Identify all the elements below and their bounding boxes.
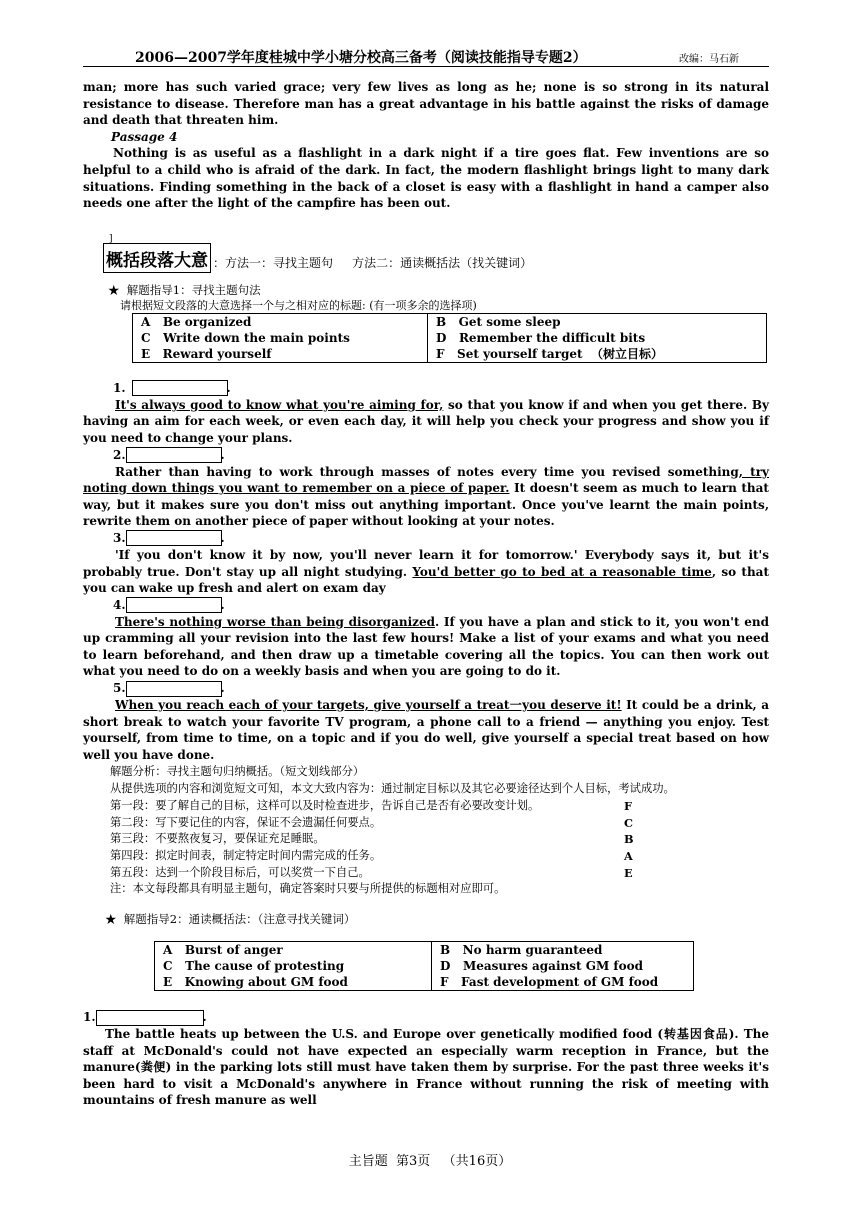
guide1-items — [83, 380, 769, 764]
guide2-option: B No harm guaranteed — [440, 943, 603, 958]
answer-box[interactable] — [132, 380, 228, 396]
passage-label: Passage 4 — [111, 129, 178, 144]
item-number: 3. — [113, 530, 126, 545]
answer-box[interactable] — [126, 597, 222, 613]
analysis-text: 第一段：要了解自己的目标，这样可以及时检查进步，告诉自己是否有必要改变计划。 — [110, 798, 540, 812]
guide1-row — [133, 313, 767, 330]
question-number-row — [113, 680, 769, 697]
analysis-text: 第二段：写下要记住的内容，保证不会遗漏任何要点。 — [110, 815, 382, 829]
analysis-summary: 从提供选项的内容和浏览短文可知，本文大致内容为：通过制定目标以及其它必要途径达到个人目标，考试成功。 — [110, 782, 675, 796]
header-title: 2006—2007学年度桂城中学小塘分校高三备考（阅读技能指导专题2） — [135, 50, 587, 66]
topic-sentence: , try noting down things you want to remember on a piece of paper. — [83, 464, 769, 496]
document-page — [83, 46, 769, 1109]
paragraph-text: Rather than having to work through masses of notes every time you revised something — [115, 464, 739, 479]
paragraph-1 — [83, 397, 769, 447]
analysis-line — [110, 798, 769, 815]
paragraph-3 — [83, 547, 769, 597]
topic-sentence: When you reach each of your targets, give yourself a treat一you deserve it! — [115, 698, 622, 713]
answer-key: E — [624, 865, 633, 880]
header-editor: 改编：马石新 — [679, 54, 739, 65]
guide1-row — [133, 346, 767, 363]
guide2-item-1-number — [83, 1009, 769, 1026]
page-footer: 主旨题 第3页 （共16页） — [348, 1154, 512, 1169]
guide2-row — [155, 942, 694, 959]
item-dot: . — [220, 530, 225, 545]
paragraph-text: so that you know if and when you get there. By having an aim for each week, or even each day, it will help you check your progress and show you if you need to change your plans. — [83, 397, 770, 445]
paragraph-text: 'If you don't know it by now, you'll never learn it for tomorrow.' Everybody says it, but it's probably true. Don't stay up all night studying. — [83, 547, 769, 579]
passage-text: Nothing is as useful as a flashlight in a dark night if a tire goes flat. Few inventions are so helpful to a child who is afraid of the dark. In fact, the modern flashlight brings light to many dark situations. Finding something in the back of a closet is easy with a flashlight in hand a camper also needs one after the light of the campfire has been out. — [83, 146, 769, 211]
analysis-line — [110, 848, 769, 865]
guide2-options-table — [154, 941, 694, 991]
guide2-option: F Fast development of GM food — [440, 975, 659, 990]
guide2-item-1-text: The battle heats up between the U.S. and Europe over genetically modified food (转基因食品). The staff at McDonald's could not have expected an especially warm reception in France, but the manure(粪便) in the parking lots still must have taken them by surprise. For the past three weeks it's been hard to visit a McDonald's anywhere in France without running the risk of meeting with mountains of fresh manure as well — [83, 1027, 769, 1108]
guide2-heading: ★ 解题指导2：通读概括法：（注意寻找关键词） — [105, 912, 356, 927]
guide2-option: D Measures against GM food — [440, 959, 643, 974]
item-number: 1. — [83, 1010, 96, 1025]
guide1-option: F Set yourself target （树立目标） — [436, 346, 663, 361]
guide1-option: C Write down the main points — [133, 330, 428, 346]
topic-sentence: You'd better go to bed at a reasonable time — [412, 564, 712, 579]
guide2-row — [155, 958, 694, 974]
page-header — [83, 46, 769, 67]
item-dot: . — [220, 447, 225, 462]
analysis-text: 第三段：不要熬夜复习，要保证充足睡眠。 — [110, 832, 325, 846]
guide1-option: D Remember the difficult bits — [436, 330, 646, 345]
guide1-option: E Reward yourself — [133, 346, 428, 363]
guide2-option: C The cause of protesting — [155, 958, 432, 974]
paragraph-text: , so that you can wake up fresh and alert on exam day — [83, 564, 769, 596]
answer-key: B — [624, 832, 634, 847]
guide2-row — [155, 974, 694, 991]
analysis-line — [110, 831, 769, 848]
answer-key: F — [624, 798, 633, 813]
question-number-row — [113, 530, 769, 547]
question-number-row — [113, 380, 769, 397]
analysis-text: 第四段：拟定时间表，制定特定时间内需完成的任务。 — [110, 848, 382, 862]
section-methods: ：方法一：寻找主题句 方法二：通读概括法（找关键词） — [213, 255, 533, 270]
item-dot: . — [226, 380, 231, 395]
guide2-option: A Burst of anger — [155, 942, 432, 959]
paragraph-5 — [83, 697, 769, 763]
item-number: 2. — [113, 447, 126, 462]
item-dot: . — [220, 681, 225, 696]
analysis-line — [110, 865, 769, 882]
paragraph-text: It could be a drink, a short break to watch your favorite TV program, a phone call to a friend — anything you enjoy. Test yourself, from time to time, on a topic and if you do well, give yourself a special treat based on how well you have done. — [83, 698, 769, 762]
guide1-option: B Get some sleep — [436, 314, 561, 329]
analysis-note: 注：本文每段都具有明显主题句，确定答案时只要与所提供的标题相对应即可。 — [110, 882, 506, 896]
paragraph-4 — [83, 614, 769, 680]
analysis-block — [83, 764, 769, 898]
guide1-row — [133, 330, 767, 346]
paragraph-2 — [83, 464, 769, 530]
stray-mark: ] — [109, 233, 113, 244]
topic-sentence: There's nothing worse than being disorganized — [115, 614, 435, 629]
guide1-option: A Be organized — [133, 313, 428, 330]
topic-sentence: It's always good to know what you're aiming for, — [115, 397, 444, 412]
answer-key: A — [624, 848, 633, 863]
analysis-title: 解题分析：寻找主题句归纳概括。（短文划线部分） — [110, 765, 365, 779]
paragraph-text: It doesn't seem as much to learn that way, but it makes sure you don't miss out anything important. Once you've learnt the main points, rewrite them on another piece of paper without looking at your notes. — [83, 481, 769, 529]
item-dot: . — [202, 1010, 207, 1025]
question-number-row — [113, 447, 769, 464]
item-number: 4. — [113, 597, 126, 612]
answer-box[interactable] — [96, 1010, 204, 1026]
guide2-option: E Knowing about GM food — [155, 974, 432, 991]
answer-box[interactable] — [126, 681, 222, 697]
answer-key: C — [624, 815, 633, 830]
guide1-options-table — [132, 313, 767, 363]
guide1-heading: ★ 解题指导1：寻找主题句法 — [108, 282, 261, 297]
question-number-row — [113, 597, 769, 614]
intro-paragraph: man; more has such varied grace; very few lives as long as he; none is so strong in its natural resistance to disease. Therefore man has a great advantage in his battle against the risks of damage and death that threaten him. — [83, 80, 769, 128]
analysis-line — [110, 815, 769, 832]
guide1-instruction: 请根据短文段落的大意选择一个与之相对应的标题: (有一项多余的选择项) — [120, 298, 477, 312]
answer-box[interactable] — [126, 530, 222, 546]
item-dot: . — [220, 597, 225, 612]
answer-box[interactable] — [126, 447, 222, 463]
section-heading — [83, 243, 769, 273]
item-number: 5. — [113, 681, 126, 696]
analysis-text: 第五段：达到一个阶段目标后，可以奖赏一下自己。 — [110, 865, 370, 879]
item-number: 1. — [113, 380, 126, 395]
section-title-box: 概括段落大意 — [103, 243, 211, 273]
paragraph-text: . If you have a plan and stick to it, you won't end up cramming all your revision into the last few hours! Make a list of your exams and what you need to learn beforehand, and then draw up a timetable covering all the topics. You can then work out what you need to do on a weekly basis and when you are going to do it. — [83, 614, 769, 679]
